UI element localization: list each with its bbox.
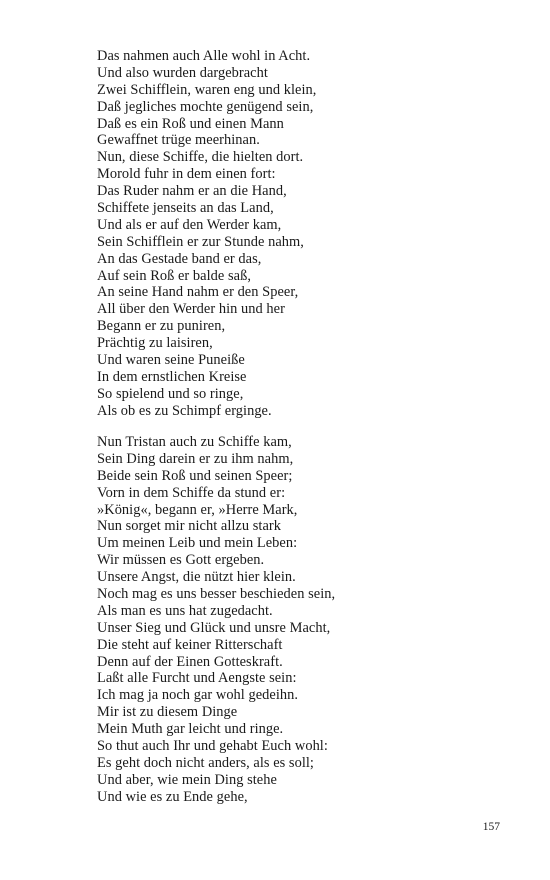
verse-line: Und wie es zu Ende gehe, — [97, 788, 248, 805]
verse-line: An das Gestade band er das, — [97, 250, 262, 267]
stanza-2 — [97, 434, 517, 806]
verse-line: Als man es uns hat zugedacht. — [97, 602, 273, 619]
verse-line: An seine Hand nahm er den Speer, — [97, 284, 299, 301]
verse-line: Denn auf der Einen Gotteskraft. — [97, 653, 283, 670]
verse-line: »König«, begann er, »Herre Mark, — [97, 501, 298, 518]
verse-line: Wir müssen es Gott ergeben. — [97, 552, 265, 569]
verse-line: Daß jegliches mochte genügend sein, — [97, 98, 314, 115]
verse-line: Die steht auf keiner Ritterschaft — [97, 636, 283, 653]
verse-line: Unsere Angst, die nützt hier klein. — [97, 569, 296, 586]
verse-line: Und also wurden dargebracht — [97, 64, 268, 81]
verse-line: Sein Ding darein er zu ihm nahm, — [97, 450, 294, 467]
stanza-1 — [97, 48, 517, 420]
verse-line: Gewaffnet trüge meerhinan. — [97, 132, 260, 149]
verse-line: Nun sorget mir nicht allzu stark — [97, 518, 281, 535]
verse-line: All über den Werder hin und her — [97, 301, 285, 318]
verse-line: Daß es ein Roß und einen Mann — [97, 115, 284, 132]
verse-line: Vorn in dem Schiffe da stund er: — [97, 484, 286, 501]
verse-line: Nun, diese Schiffe, die hielten dort. — [97, 149, 304, 166]
verse-line: Laßt alle Furcht und Aengste sein: — [97, 670, 297, 687]
verse-line: Zwei Schifflein, waren eng und klein, — [97, 81, 317, 98]
verse-line: Schiffete jenseits an das Land, — [97, 200, 274, 217]
verse-line: Und als er auf den Werder kam, — [97, 216, 282, 233]
verse-line: Mir ist zu diesem Dinge — [97, 704, 238, 721]
verse-line: Auf sein Roß er balde saß, — [97, 267, 251, 284]
verse-line: Das Ruder nahm er an die Hand, — [97, 183, 287, 200]
verse-line: Begann er zu puniren, — [97, 318, 226, 335]
verse-line: Ich mag ja noch gar wohl gedeihn. — [97, 687, 299, 704]
verse-line: Noch mag es uns besser beschieden sein, — [97, 586, 336, 603]
verse-line: In dem ernstlichen Kreise — [97, 368, 247, 385]
verse-line: Beide sein Roß und seinen Speer; — [97, 467, 293, 484]
verse-line: Nun Tristan auch zu Schiffe kam, — [97, 434, 292, 450]
verse-line: Unser Sieg und Glück und unsre Macht, — [97, 619, 331, 636]
verse-line: Mein Muth gar leicht und ringe. — [97, 721, 284, 738]
verse-line: Morold fuhr in dem einen fort: — [97, 166, 276, 183]
verse-line: Als ob es zu Schimpf erginge. — [97, 402, 272, 419]
verse-line: Das nahmen auch Alle wohl in Acht. — [97, 48, 311, 64]
verse-line: So thut auch Ihr und gehabt Euch wohl: — [97, 738, 328, 755]
verse-line: Sein Schifflein er zur Stunde nahm, — [97, 233, 304, 250]
verse-line: Um meinen Leib und mein Leben: — [97, 535, 298, 552]
verse-line: So spielend und so ringe, — [97, 385, 244, 402]
verse-line: Prächtig zu laisiren, — [97, 335, 213, 352]
page-number: 157 — [482, 821, 500, 833]
verse-line: Und waren seine Puneiße — [97, 352, 245, 369]
verse-line: Und aber, wie mein Ding stehe — [97, 771, 277, 788]
verse-line: Es geht doch nicht anders, als es soll; — [97, 754, 314, 771]
